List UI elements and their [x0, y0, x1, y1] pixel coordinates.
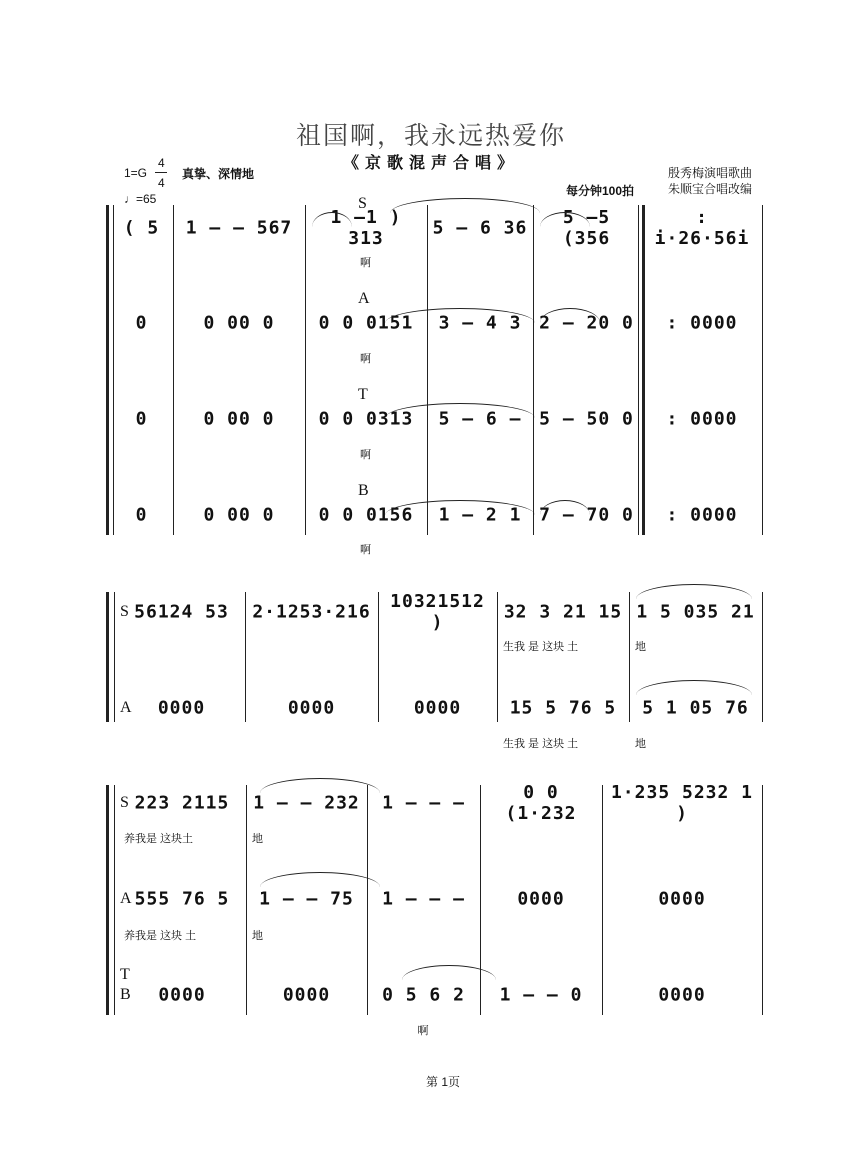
- lyric-text: 生我 是 这块 土: [503, 738, 579, 750]
- measure-notes: 0000: [157, 697, 206, 719]
- system-start-barline: [113, 205, 114, 535]
- measure-notes: 1 –1 ) 313: [330, 207, 402, 249]
- slur: [402, 965, 496, 980]
- tempo-mark: ♩=65: [124, 192, 157, 206]
- slur: [385, 308, 535, 323]
- barline: [762, 592, 763, 722]
- measure-notes: 0000: [517, 888, 565, 910]
- measure-notes: 1 – – 75: [259, 888, 354, 910]
- measure-notes: 0 0 0156: [318, 504, 414, 526]
- measure-notes: 1 – – 567: [185, 217, 293, 239]
- lyric-text: 养我是 这块土: [124, 833, 194, 845]
- lyric-text: 地: [635, 641, 646, 653]
- slur: [540, 500, 590, 515]
- measure-notes: 0000: [282, 984, 331, 1006]
- voice-label: B: [358, 482, 369, 499]
- measure-notes: 0 00 0: [203, 312, 275, 334]
- barline: [378, 592, 379, 722]
- measure-notes: 0 0 0151: [318, 312, 414, 334]
- voice-label: A: [120, 699, 132, 716]
- measure-notes: 0 00 0: [203, 408, 275, 430]
- measure-notes: 1 – – 232: [253, 792, 360, 814]
- slur: [260, 872, 380, 887]
- measure-notes: 0000: [287, 697, 336, 719]
- measure-notes: 0000: [413, 697, 462, 719]
- tempo-text: 每分钟100拍: [566, 184, 635, 198]
- system-bracket: [106, 592, 109, 722]
- measure-notes: 0000: [158, 984, 206, 1006]
- measure-notes: 5 –5 (356: [562, 207, 611, 249]
- slur: [540, 308, 600, 323]
- measure-notes: ( 5: [123, 217, 160, 239]
- barline: [480, 785, 481, 1015]
- credit-arranger: 朱顺宝合唱改编: [668, 182, 753, 196]
- measure-notes: 0 0 0313: [318, 408, 414, 430]
- measure-notes: : 0000: [666, 312, 738, 334]
- slur: [385, 500, 535, 515]
- measure-notes: 15 5 76 5: [509, 697, 617, 719]
- barline: [367, 785, 368, 1015]
- measure-notes: 0 00 0: [203, 504, 275, 526]
- system-start-barline: [114, 592, 115, 722]
- expression-mark: 真挚、深情地: [182, 167, 255, 181]
- time-signature-top: 4: [158, 156, 165, 170]
- barline: [762, 785, 763, 1015]
- lyric-text: 啊: [360, 353, 371, 365]
- barline: [533, 205, 534, 535]
- slur: [636, 680, 752, 695]
- lyric-text: 啊: [360, 544, 371, 556]
- measure-notes: 32 3 21 15: [503, 601, 623, 623]
- barline: [246, 785, 247, 1015]
- barline: [629, 592, 630, 722]
- voice-label: T B: [120, 966, 131, 1003]
- measure-notes: 0: [135, 408, 148, 430]
- lyric-text: 养我是 这块 土: [124, 930, 197, 942]
- measure-notes: 1 – – 0: [499, 984, 583, 1006]
- measure-notes: 5 – 6 36: [432, 217, 528, 239]
- lyric-text: 地: [252, 930, 263, 942]
- measure-notes: 1 – 2 1: [438, 504, 522, 526]
- voice-label: S: [120, 794, 129, 811]
- system-bracket: [106, 785, 109, 1015]
- voice-label: T: [358, 386, 368, 403]
- song-title: 祖国啊，我永远热爱你: [295, 121, 566, 150]
- lyric-text: 地: [252, 833, 263, 845]
- lyric-text: 生我 是 这块 土: [503, 641, 579, 653]
- measure-notes: 1 – – –: [382, 888, 465, 910]
- measure-notes: 223 2115: [134, 792, 230, 814]
- system-start-barline: [114, 785, 115, 1015]
- slur: [260, 778, 380, 793]
- barline: [762, 205, 763, 535]
- lyric-text: 啊: [360, 449, 371, 461]
- time-signature-line: [155, 172, 167, 173]
- barline: [245, 592, 246, 722]
- voice-label: A: [120, 890, 132, 907]
- slur: [636, 584, 752, 599]
- barline: [497, 592, 498, 722]
- lyric-text: 地: [635, 738, 646, 750]
- measure-notes: 0000: [658, 984, 706, 1006]
- slur: [390, 198, 540, 213]
- barline: [427, 205, 428, 535]
- page-number: 第 1页: [426, 1075, 461, 1089]
- measure-notes: 10321512 ): [390, 591, 485, 633]
- measure-notes: 0: [135, 504, 148, 526]
- lyric-text: 啊: [360, 257, 371, 269]
- barline: [173, 205, 174, 535]
- measure-notes: 2 – 20 0: [539, 312, 634, 334]
- voice-label: A: [358, 290, 370, 307]
- measure-notes: 1 5 035 21: [636, 601, 755, 623]
- time-signature-bottom: 4: [158, 176, 165, 190]
- measure-notes: 5 – 50 0: [539, 408, 634, 430]
- voice-label: S: [120, 603, 129, 620]
- measure-notes: 0 5 6 2: [382, 984, 465, 1006]
- measure-notes: : 0000: [666, 504, 738, 526]
- measure-notes: 0000: [658, 888, 706, 910]
- measure-notes: 7 – 70 0: [539, 504, 634, 526]
- credit-singer: 殷秀梅演唱歌曲: [668, 166, 753, 180]
- measure-notes: 56124 53: [134, 601, 229, 623]
- repeat-barline: [642, 205, 645, 535]
- barline: [305, 205, 306, 535]
- measure-notes: 2·1253·216: [252, 601, 371, 623]
- measure-notes: 3 – 4 3: [438, 312, 522, 334]
- key-signature: 1=G: [124, 166, 148, 180]
- song-subtitle: 《京歌混声合唱》: [342, 155, 519, 172]
- measure-notes: 1 – – –: [382, 792, 465, 814]
- measure-notes: 0: [135, 312, 148, 334]
- barline: [602, 785, 603, 1015]
- measure-notes: : i·26·56i: [654, 207, 750, 249]
- measure-notes: : 0000: [666, 408, 738, 430]
- measure-notes: 5 – 6 –: [438, 408, 522, 430]
- measure-notes: 555 76 5: [134, 888, 230, 910]
- measure-notes: 0 0 (1·232: [505, 782, 577, 824]
- measure-notes: 5 1 05 76: [642, 697, 749, 719]
- measure-notes: 1·235 5232 1 ): [610, 782, 754, 824]
- lyric-text: 啊: [417, 1025, 429, 1037]
- repeat-barline-thin: [638, 205, 639, 535]
- voice-label: S: [358, 195, 367, 212]
- system-bracket: [106, 205, 109, 535]
- slur: [385, 403, 535, 418]
